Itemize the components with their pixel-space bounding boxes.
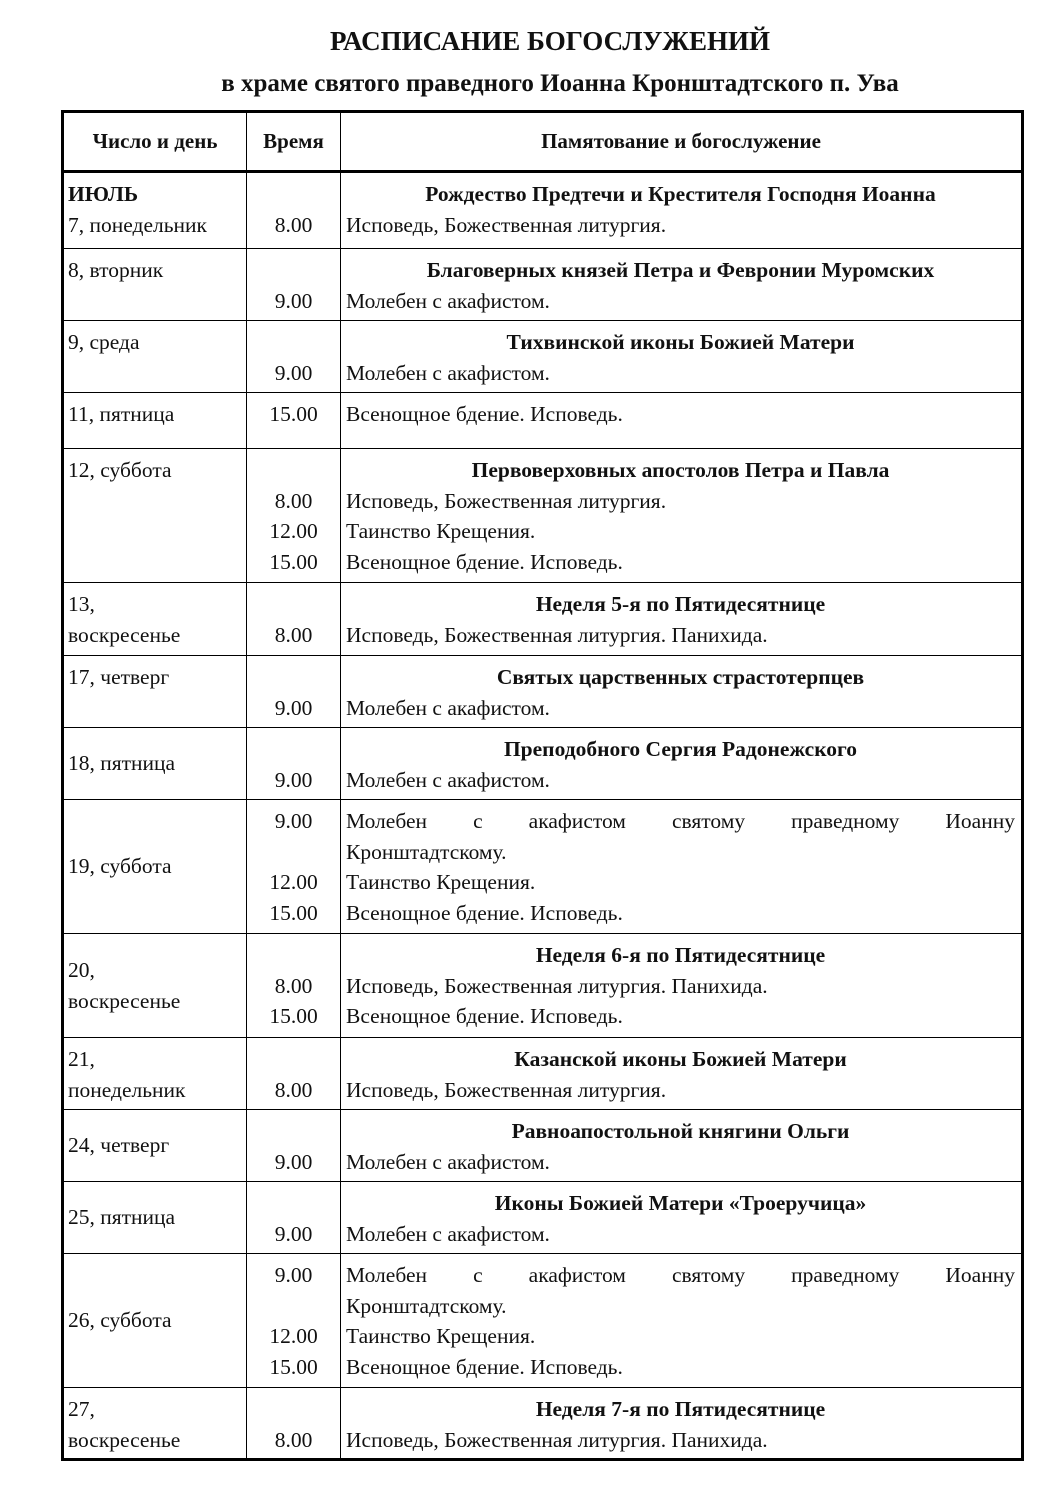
service-text: Всенощное бдение. Исповедь. xyxy=(346,549,623,574)
table-row xyxy=(63,728,1023,800)
time-value: 15.00 xyxy=(269,1354,318,1379)
event-cell xyxy=(341,249,1023,321)
time-cell xyxy=(247,1254,341,1388)
time-value: 12.00 xyxy=(269,1324,318,1348)
time-cell xyxy=(247,800,341,934)
time-cell xyxy=(247,172,341,249)
month-label: ИЮЛЬ xyxy=(68,182,139,206)
time-value: 8.00 xyxy=(274,973,313,998)
feast-title: Святых царственных страстотерпцев xyxy=(496,665,865,689)
time-cell xyxy=(247,393,341,449)
time-cell xyxy=(247,249,341,321)
table-row xyxy=(63,934,1023,1038)
table-row xyxy=(63,800,1023,934)
time-value: 8.00 xyxy=(274,1077,313,1102)
service-text: Молебен с акафистом. xyxy=(346,695,550,720)
feast-title: Рождество Предтечи и Крестителя Господня Иоанна xyxy=(425,182,936,206)
service-text: Кронштадтскому. xyxy=(346,839,507,864)
table-row xyxy=(63,656,1023,728)
event-cell xyxy=(341,1254,1023,1388)
day-cell xyxy=(63,449,247,583)
day-label: 13, xyxy=(68,592,95,616)
day-cell xyxy=(63,1182,247,1254)
day-cell xyxy=(63,1388,247,1460)
time-value: 9.00 xyxy=(274,360,313,385)
event-cell xyxy=(341,393,1023,449)
time-cell xyxy=(247,1038,341,1110)
feast-title: Иконы Божией Матери «Троеручица» xyxy=(494,1191,867,1215)
time-value: 9.00 xyxy=(274,1221,313,1246)
time-value: 8.00 xyxy=(274,622,313,647)
service-text: Исповедь, Божественная литургия. xyxy=(346,1077,667,1102)
event-cell xyxy=(341,1182,1023,1254)
time-value: 9.00 xyxy=(274,1263,313,1287)
service-text: Исповедь, Божественная литургия. Панихида. xyxy=(346,1427,768,1452)
service-text: Таинство Крещения. xyxy=(346,519,536,543)
feast-title: Тихвинской иконы Божией Матери xyxy=(506,330,855,354)
feast-title: Казанской иконы Божией Матери xyxy=(514,1047,847,1071)
feast-title: Неделя 6-я по Пятидесятнице xyxy=(535,943,826,967)
event-cell xyxy=(341,1388,1023,1460)
time-cell xyxy=(247,583,341,656)
day-label: 17, четверг xyxy=(68,665,170,689)
service-text: Молебен с акафистом. xyxy=(346,1221,550,1246)
service-text: Всенощное бдение. Исповедь. xyxy=(346,402,623,426)
event-cell xyxy=(341,583,1023,656)
service-text: Всенощное бдение. Исповедь. xyxy=(346,1354,623,1379)
table-header-row xyxy=(63,112,1023,172)
time-value: 9.00 xyxy=(274,1149,313,1174)
time-value: 8.00 xyxy=(274,212,313,237)
event-cell xyxy=(341,728,1023,800)
feast-title: Неделя 5-я по Пятидесятнице xyxy=(535,592,826,616)
time-value: 12.00 xyxy=(269,519,318,543)
feast-title: Равноапостольной княгини Ольги xyxy=(511,1119,850,1143)
service-text: Молебен с акафистом святому праведному Иоанну xyxy=(346,809,1015,833)
event-cell xyxy=(341,800,1023,934)
feast-title: Первоверховных апостолов Петра и Павла xyxy=(471,458,890,482)
table-row xyxy=(63,1038,1023,1110)
table-row xyxy=(63,1254,1023,1388)
feast-title: Благоверных князей Петра и Февронии Муромских xyxy=(426,258,935,282)
time-value: 9.00 xyxy=(274,767,313,792)
service-text: Исповедь, Божественная литургия. xyxy=(346,212,667,237)
day-label: 8, вторник xyxy=(68,258,164,282)
day-label: 11, пятница xyxy=(68,402,175,426)
service-text: Молебен с акафистом святому праведному Иоанну xyxy=(346,1263,1015,1287)
day-cell xyxy=(63,172,247,249)
time-value: 15.00 xyxy=(269,549,318,574)
column-header-day: Число и день xyxy=(63,112,247,172)
time-cell xyxy=(247,1182,341,1254)
time-cell xyxy=(247,1388,341,1460)
time-value: 12.00 xyxy=(269,870,318,894)
event-cell xyxy=(341,172,1023,249)
day-label: воскресенье xyxy=(68,988,181,1013)
service-text: Таинство Крещения. xyxy=(346,1324,536,1348)
table-row xyxy=(63,1110,1023,1182)
table-row xyxy=(63,583,1023,656)
table-row xyxy=(63,449,1023,583)
day-label: воскресенье xyxy=(68,1427,181,1452)
time-value: 9.00 xyxy=(274,695,313,720)
time-value: 8.00 xyxy=(274,488,313,513)
day-cell xyxy=(63,321,247,393)
service-text: Исповедь, Божественная литургия. Панихида. xyxy=(346,973,768,998)
page-title: РАСПИСАНИЕ БОГОСЛУЖЕНИЙ xyxy=(329,26,771,56)
day-label: 20, xyxy=(68,958,95,982)
day-cell xyxy=(63,800,247,934)
day-cell xyxy=(63,728,247,800)
time-value: 9.00 xyxy=(274,288,313,313)
event-cell xyxy=(341,1038,1023,1110)
feast-title: Преподобного Сергия Радонежского xyxy=(503,737,858,761)
day-cell xyxy=(63,934,247,1038)
service-text: Таинство Крещения. xyxy=(346,870,536,894)
day-label: 24, четверг xyxy=(68,1133,170,1158)
service-text: Всенощное бдение. Исповедь. xyxy=(346,1004,623,1028)
event-cell xyxy=(341,934,1023,1038)
schedule-table xyxy=(61,110,1024,1461)
day-cell xyxy=(63,583,247,656)
event-cell xyxy=(341,656,1023,728)
table-row xyxy=(63,321,1023,393)
event-cell xyxy=(341,1110,1023,1182)
table-row xyxy=(63,393,1023,449)
event-cell xyxy=(341,449,1023,583)
time-value: 8.00 xyxy=(274,1427,313,1452)
service-text: Исповедь, Божественная литургия. Панихида. xyxy=(346,622,768,647)
service-text: Молебен с акафистом. xyxy=(346,288,550,313)
time-cell xyxy=(247,449,341,583)
column-header-event: Памятование и богослужение xyxy=(341,112,1023,172)
service-text: Всенощное бдение. Исповедь. xyxy=(346,900,623,925)
day-label: 12, суббота xyxy=(68,458,172,482)
day-cell xyxy=(63,1254,247,1388)
day-cell xyxy=(63,656,247,728)
day-label: 25, пятница xyxy=(68,1205,176,1230)
day-label: понедельник xyxy=(68,1077,186,1102)
event-cell xyxy=(341,321,1023,393)
time-cell xyxy=(247,934,341,1038)
table-row xyxy=(63,1388,1023,1460)
day-label: 21, xyxy=(68,1047,95,1071)
day-label: воскресенье xyxy=(68,622,181,647)
time-value: 15.00 xyxy=(269,402,318,426)
time-cell xyxy=(247,1110,341,1182)
day-label: 26, суббота xyxy=(68,1308,172,1333)
time-value: 15.00 xyxy=(269,1004,318,1028)
day-cell xyxy=(63,393,247,449)
service-text: Молебен с акафистом. xyxy=(346,360,550,385)
time-cell xyxy=(247,321,341,393)
day-cell xyxy=(63,1110,247,1182)
time-value: 15.00 xyxy=(269,900,318,925)
day-label: 9, среда xyxy=(68,330,140,354)
feast-title: Неделя 7-я по Пятидесятнице xyxy=(535,1397,826,1421)
table-row xyxy=(63,1182,1023,1254)
service-text: Исповедь, Божественная литургия. xyxy=(346,488,667,513)
day-label: 27, xyxy=(68,1397,95,1421)
service-text: Молебен с акафистом. xyxy=(346,1149,550,1174)
page-subtitle: в храме святого праведного Иоанна Кронштадтского п. Ува xyxy=(221,70,899,97)
day-cell xyxy=(63,1038,247,1110)
time-cell xyxy=(247,656,341,728)
table-row xyxy=(63,249,1023,321)
time-cell xyxy=(247,728,341,800)
column-header-time: Время xyxy=(247,112,341,172)
time-value: 9.00 xyxy=(274,809,313,833)
table-row xyxy=(63,172,1023,249)
day-label: 19, суббота xyxy=(68,854,172,879)
day-label: 18, пятница xyxy=(68,751,176,776)
day-label: 7, понедельник xyxy=(68,212,207,237)
day-cell xyxy=(63,249,247,321)
service-text: Молебен с акафистом. xyxy=(346,767,550,792)
service-text: Кронштадтскому. xyxy=(346,1293,507,1318)
